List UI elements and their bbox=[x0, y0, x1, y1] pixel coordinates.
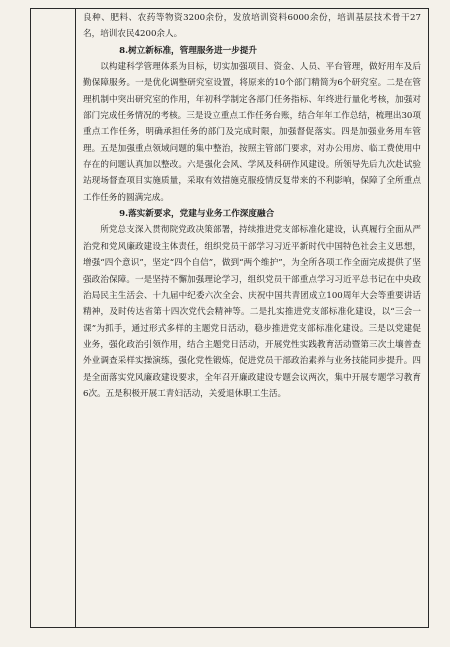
paragraph-management: 以构建科学管理体系为目标，切实加强项目、资金、人员、平台管理，做好用车及后勤保障服务。一是优化调整研究室设置，将原来的10个部门精简为6个研究室。二是在管理机制中突出研究室的作用，年初科学制定各部门任务指标、年终进行量化考核，加强对部门完成任务情况的考核。三是设立重点工作任务台账，结合年年工作总结，梳理出30项重点工作任务，明确承担任务的部门及完成时限，加强督促落实。四是加强业务用车管理。五是加强重点领域问题的集中整治，按照主管部门要求，对办公用房、临工费使用中存在的问题认真加以整改。六是强化会风、学风及科研作风建设。所领导先后九次赴试验站现场督查项目实施质量，采取有效措施克服疫情反复带来的不利影响，保障了全所重点工作任务的圆满完成。 bbox=[83, 62, 421, 203]
paragraph-materials: 良种、肥料、农药等物资3200余份，发放培训资料6000余份，培训基层技术骨干27名，培训农民4200余人。 bbox=[83, 13, 421, 40]
heading-party-building: 9.落实新要求，党建与业务工作深度融合 bbox=[119, 209, 275, 220]
column-divider bbox=[75, 8, 76, 628]
paragraph-party-building: 所党总支深入贯彻院党政决策部署，持续推进党支部标准化建设，认真履行全面从严治党和党风廉政建设主体责任，组织党员干部学习习近平新时代中国特色社会主义思想，增强“四个意识”，坚定“四个自信”，做到“两个维护”，为全所各项工作全面完成提供了坚强政治保障。一是坚持不懈加强理论学习，组织党员干部重点学习习近平总书记在中央政治局民主生活会、十九届中纪委六次全会、庆祝中国共青团成立100周年大会等重要讲话精神，及时传达省第十四次党代会精神等。二是扎实推进党支部标准化建设，以“三会一课”为抓手，通过形式多样的主题党日活动，稳步推进党支部标准化建设。三是以党建促业务，强化政治引领作用，结合主题党日活动，开展党性实践教育活动暨第三次土壤普查外业调查采样实操演练，强化党性锻炼，促进党员干部政治素养与业务技能同步提升。四是全面落实党风廉政建设要求，全年召开廉政建设专题会议两次，集中开展专题学习教育6次。五是积极开展工青妇活动，关爱退休职工生活。 bbox=[83, 225, 421, 399]
heading-management: 8.树立新标准，管理服务进一步提升 bbox=[119, 45, 257, 56]
content-cell bbox=[83, 10, 421, 402]
